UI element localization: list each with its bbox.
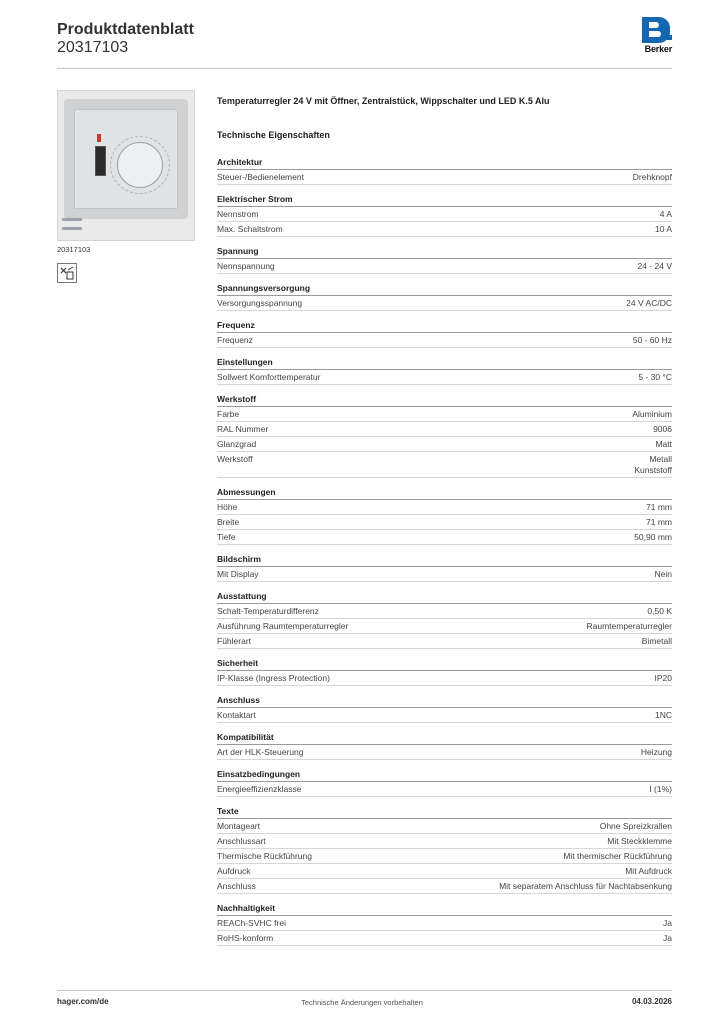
spec-value: Bimetall [641,635,672,646]
spec-group [217,156,672,185]
spec-group [217,805,672,894]
spec-label: IP-Klasse (Ingress Protection) [217,672,330,683]
berker-logo [636,17,672,57]
spec-row [217,849,672,864]
spec-value: 9006 [653,423,672,434]
spec-row [217,500,672,515]
header-divider [57,68,672,69]
spec-group-title: Anschluss [217,695,260,705]
spec-group-title: Abmessungen [217,487,276,497]
spec-group-title: Frequenz [217,320,255,330]
spec-label: Glanzgrad [217,438,257,449]
section-title: Technische Eigenschaften [217,130,330,140]
screw-icon [62,227,82,230]
spec-value: 24 V AC/DC [626,297,672,308]
spec-row [217,745,672,760]
spec-row [217,879,672,894]
spec-row [217,437,672,452]
led-indicator [97,134,101,142]
spec-group [217,356,672,385]
spec-row [217,170,672,185]
spec-label: Höhe [217,501,238,512]
spec-value: Mit Steckklemme [607,835,672,846]
spec-row [217,370,672,385]
spec-label: Fühlerart [217,635,252,646]
rotary-knob [117,142,163,188]
spec-row [217,422,672,437]
spec-row [217,931,672,946]
spec-group-title: Sicherheit [217,658,259,668]
spec-row [217,819,672,834]
spec-group-title: Architektur [217,157,263,167]
product-frame [64,99,188,219]
spec-label: RAL Nummer [217,423,269,434]
spec-value: 71 mm [646,516,672,527]
spec-value: 24 - 24 V [637,260,672,271]
spec-value: Metall Kunststoff [634,453,672,475]
berker-logo-mark-icon [642,17,670,43]
spec-value: Ja [663,932,672,943]
spec-group-title: Texte [217,806,239,816]
spec-group-title: Bildschirm [217,554,261,564]
spec-label: Anschluss [217,880,256,891]
spec-group-title: Kompatibilität [217,732,274,742]
spec-row [217,333,672,348]
spec-label: Steuer-/Bedienelement [217,171,304,182]
spec-row [217,296,672,311]
spec-group [217,486,672,545]
spec-group [217,694,672,723]
spec-value: Drehknopf [632,171,672,182]
spec-row [217,834,672,849]
spec-label: Aufdruck [217,865,251,876]
spec-value: 50,90 mm [634,531,672,542]
spec-label: Breite [217,516,240,527]
installation-pictogram-icon [57,263,77,283]
spec-row [217,222,672,237]
spec-group [217,553,672,582]
footer-divider [57,990,672,991]
spec-value: Ohne Spreizkrallen [599,820,672,831]
screw-icon [62,218,82,221]
spec-group [217,393,672,478]
image-caption: 20317103 [57,245,91,254]
spec-row [217,407,672,422]
product-name: Temperaturregler 24 V mit Öffner, Zentralstück, Wippschalter und LED K.5 Alu [217,96,550,106]
spec-label: RoHS-konform [217,932,274,943]
rocker-switch [95,146,106,176]
spec-group-title: Ausstattung [217,591,267,601]
logo-wordmark: Berker [644,44,672,54]
product-image [57,90,195,241]
page-header [57,21,672,69]
document-number: 20317103 [57,39,129,56]
spec-row [217,530,672,545]
spec-label: Mit Display [217,568,259,579]
document-title: Produktdatenblatt [57,21,194,38]
footer-notice: Technische Änderungen vorbehalten [301,998,423,1007]
spec-group [217,282,672,311]
spec-value: I (1%) [649,783,672,794]
spec-group-title: Elektrischer Strom [217,194,293,204]
spec-label: Frequenz [217,334,253,345]
spec-value: IP20 [654,672,672,683]
spec-label: REACh-SVHC frei [217,917,286,928]
spec-row [217,864,672,879]
logo-dot [667,35,672,40]
spec-label: Farbe [217,408,240,419]
spec-value: Mit thermischer Rückführung [563,850,672,861]
footer-website[interactable]: hager.com/de [57,997,109,1006]
spec-row [217,207,672,222]
spec-group-title: Spannungsversorgung [217,283,311,293]
spec-table [217,156,672,954]
spec-group-title: Werkstoff [217,394,257,404]
spec-group-title: Einstellungen [217,357,273,367]
spec-label: Tiefe [217,531,236,542]
spec-value: 50 - 60 Hz [632,334,672,345]
spec-label: Max. Schaltstrom [217,223,283,234]
spec-row [217,916,672,931]
spec-group [217,768,672,797]
spec-label: Nennspannung [217,260,275,271]
spec-value: Mit separatem Anschluss für Nachtabsenkung [499,880,672,891]
spec-label: Montageart [217,820,260,831]
spec-row [217,634,672,649]
spec-value: 0,50 K [647,605,672,616]
spec-row [217,452,672,478]
spec-group-title: Spannung [217,246,259,256]
spec-group [217,319,672,348]
spec-value: Ja [663,917,672,928]
spec-label: Werkstoff [217,453,253,464]
spec-group [217,731,672,760]
spec-value: 5 - 30 °C [638,371,672,382]
spec-value: Aluminium [632,408,672,419]
spec-row [217,708,672,723]
spec-value: 4 A [659,208,672,219]
product-inset [74,109,178,209]
spec-label: Nennstrom [217,208,259,219]
spec-value: 71 mm [646,501,672,512]
spec-label: Anschlussart [217,835,266,846]
spec-group [217,657,672,686]
spec-row [217,604,672,619]
spec-label: Ausführung Raumtemperaturregler [217,620,349,631]
spec-label: Kontaktart [217,709,256,720]
spec-row [217,619,672,634]
spec-label: Art der HLK-Steuerung [217,746,304,757]
spec-group [217,590,672,649]
spec-value: Raumtemperaturregler [586,620,672,631]
spec-value: Mit Aufdruck [625,865,672,876]
spec-group-title: Nachhaltigkeit [217,903,276,913]
footer-date: 04.03.2026 [631,997,672,1006]
spec-label: Energieeffizienzklasse [217,783,302,794]
spec-label: Schalt-Temperaturdifferenz [217,605,319,616]
spec-value: Matt [655,438,672,449]
spec-group [217,193,672,237]
spec-label: Versorgungsspannung [217,297,303,308]
spec-row [217,515,672,530]
spec-group [217,245,672,274]
spec-label: Thermische Rückführung [217,850,312,861]
spec-value: 10 A [654,223,672,234]
spec-value: Heizung [640,746,672,757]
spec-row [217,671,672,686]
spec-group-title: Einsatzbedingungen [217,769,301,779]
spec-row [217,567,672,582]
spec-value: 1NC [654,709,672,720]
spec-row [217,259,672,274]
spec-label: Sollwert Komforttemperatur [217,371,321,382]
spec-group [217,902,672,946]
spec-value: Nein [654,568,672,579]
spec-row [217,782,672,797]
